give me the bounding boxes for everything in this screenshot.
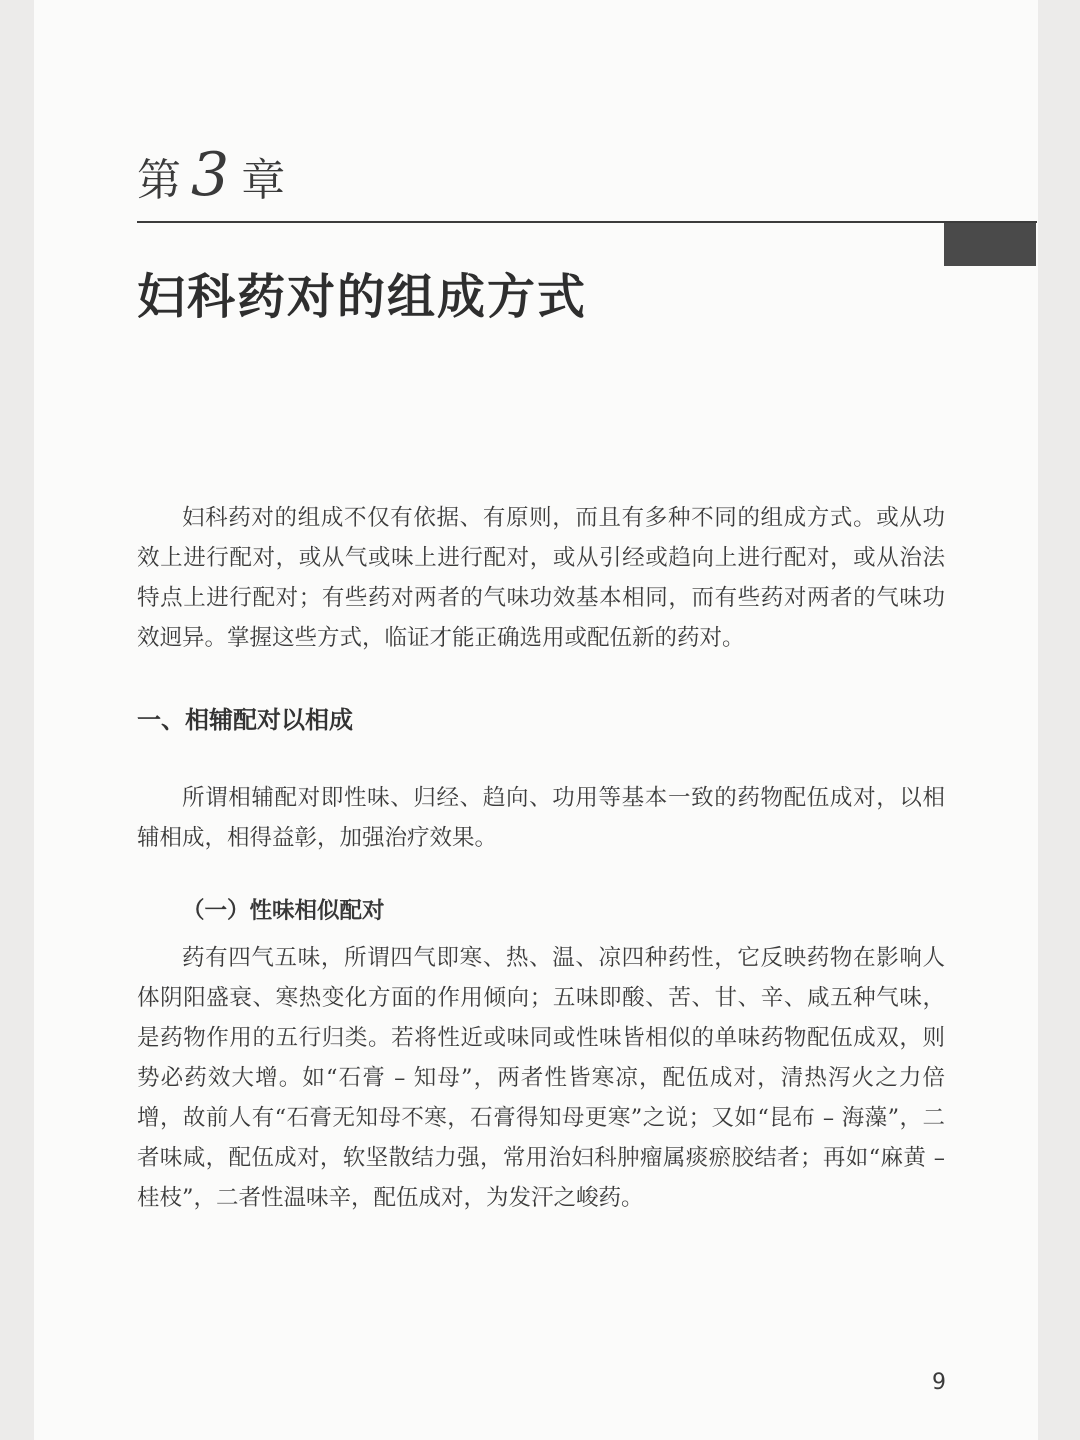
- intro-paragraph: 妇科药对的组成不仅有依据、有原则，而且有多种不同的组成方式。或从功效上进行配对，或从气或味上进行配对，或从引经或趋向上进行配对，或从治法特点上进行配对；有些药对两者的气味功效基本相同，而有些药对两者的气味功效迥异。掌握这些方式，临证才能正确选用或配伍新的药对。: [137, 505, 945, 651]
- section-heading: 一、相辅配对以相成: [137, 706, 353, 734]
- chapter-tab-block: [944, 223, 1036, 266]
- subsection-paragraph: 药有四气五味，所谓四气即寒、热、温、凉四种药性，它反映药物在影响人体阴阳盛衰、寒热变化方面的作用倾向；五味即酸、苦、甘、辛、咸五种气味，是药物作用的五行归类。若将性近或味同或性味皆相似的单味药物配伍成双，则势必药效大增。如“石膏 – 知母”，两者性皆寒凉，配伍成对，清热泻火之力倍增，故前人有“石膏无知母不寒，石膏得知母更寒”之说；又如“昆布 – 海藻”，二者味咸，配伍成对，软坚散结力强，常用治妇科肿瘤属痰瘀胶结者；再如“麻黄 – 桂枝”，二者性温味辛，配伍成对，为发汗之峻药。: [137, 945, 945, 1211]
- chapter-divider: [137, 221, 1037, 223]
- subsection-heading: （一）性味相似配对: [182, 898, 385, 924]
- chapter-title: 妇科药对的组成方式: [137, 269, 588, 325]
- page-number: 9: [932, 1370, 946, 1395]
- chapter-prefix: 第: [137, 155, 181, 206]
- chapter-number: 3: [191, 140, 230, 210]
- chapter-suffix: 章: [241, 155, 286, 206]
- section-paragraph: 所谓相辅配对即性味、归经、趋向、功用等基本一致的药物配伍成对，以相辅相成，相得益彰，加强治疗效果。: [137, 785, 945, 851]
- chapter-label: [137, 140, 285, 220]
